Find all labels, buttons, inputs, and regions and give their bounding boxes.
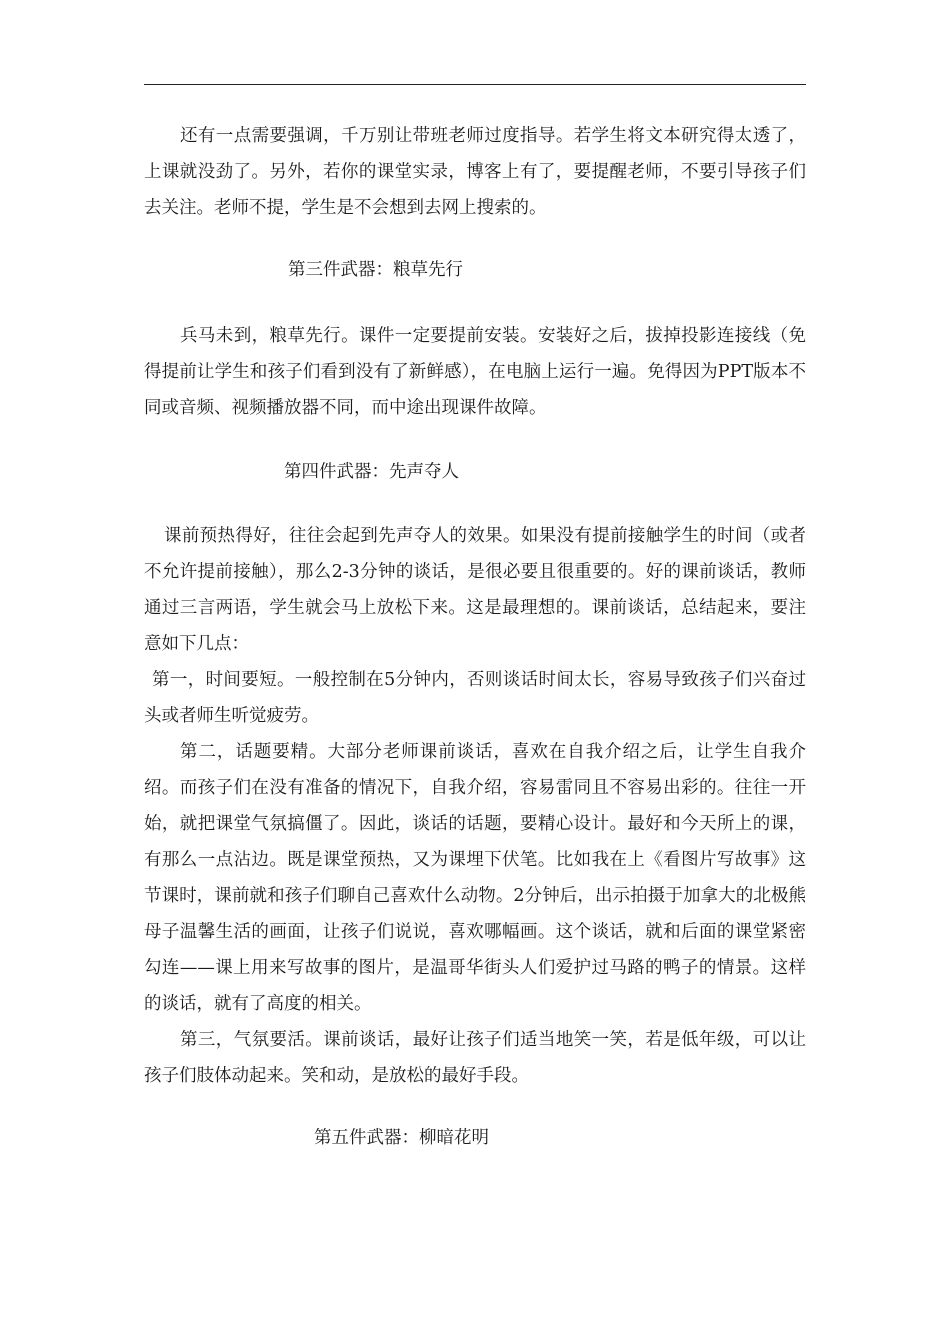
paragraph-point-3: 第三，气氛要活。课前谈话，最好让孩子们适当地笑一笑，若是低年级，可以让孩子们肢体动起来。笑和动，是放松的最好手段。 — [144, 1030, 806, 1086]
paragraph-point-1: 第一，时间要短。一般控制在5分钟内，否则谈话时间太长，容易导致孩子们兴奋过头或者师生听觉疲劳。 — [144, 670, 806, 726]
section-heading-5: 第五件武器：柳暗花明 — [314, 1128, 489, 1148]
paragraph-guidance-warning: 还有一点需要强调，千万别让带班老师过度指导。若学生将文本研究得太透了，上课就没劲了。另外，若你的课堂实录，博客上有了，要提醒老师，不要引导孩子们去关注。老师不提，学生是不会想到去网上搜索的。 — [144, 126, 806, 218]
paragraph-courseware: 兵马未到，粮草先行。课件一定要提前安装。安装好之后，拔掉投影连接线（免得提前让学生和孩子们看到没有了新鲜感），在电脑上运行一遍。免得因为PPT版本不同或音频、视频播放器不同，而中途出现课件故障。 — [144, 326, 806, 418]
section-heading-4: 第四件武器：先声夺人 — [284, 462, 459, 482]
section-heading-3: 第三件武器：粮草先行 — [288, 260, 463, 280]
document-body — [144, 118, 806, 1156]
paragraph-point-2: 第二，话题要精。大部分老师课前谈话，喜欢在自我介绍之后，让学生自我介绍。而孩子们在没有准备的情况下，自我介绍，容易雷同且不容易出彩的。往往一开始，就把课堂气氛搞僵了。因此，谈话的话题，要精心设计。最好和今天所上的课，有那么一点沾边。既是课堂预热，又为课埋下伏笔。比如我在上《看图片写故事》这节课时，课前就和孩子们聊自己喜欢什么动物。2分钟后，出示拍摄于加拿大的北极熊母子温馨生活的画面，让孩子们说说，喜欢哪幅画。这个谈话，就和后面的课堂紧密勾连——课上用来写故事的图片，是温哥华街头人们爱护过马路的鸭子的情景。这样的谈话，就有了高度的相关。 — [144, 742, 806, 1014]
paragraph-warmup: 课前预热得好，往往会起到先声夺人的效果。如果没有提前接触学生的时间（或者不允许提前接触），那么2-3分钟的谈话，是很必要且很重要的。好的课前谈话，教师通过三言两语，学生就会马上放松下来。这是最理想的。课前谈话，总结起来，要注意如下几点： — [144, 526, 806, 654]
header-rule — [144, 84, 806, 85]
